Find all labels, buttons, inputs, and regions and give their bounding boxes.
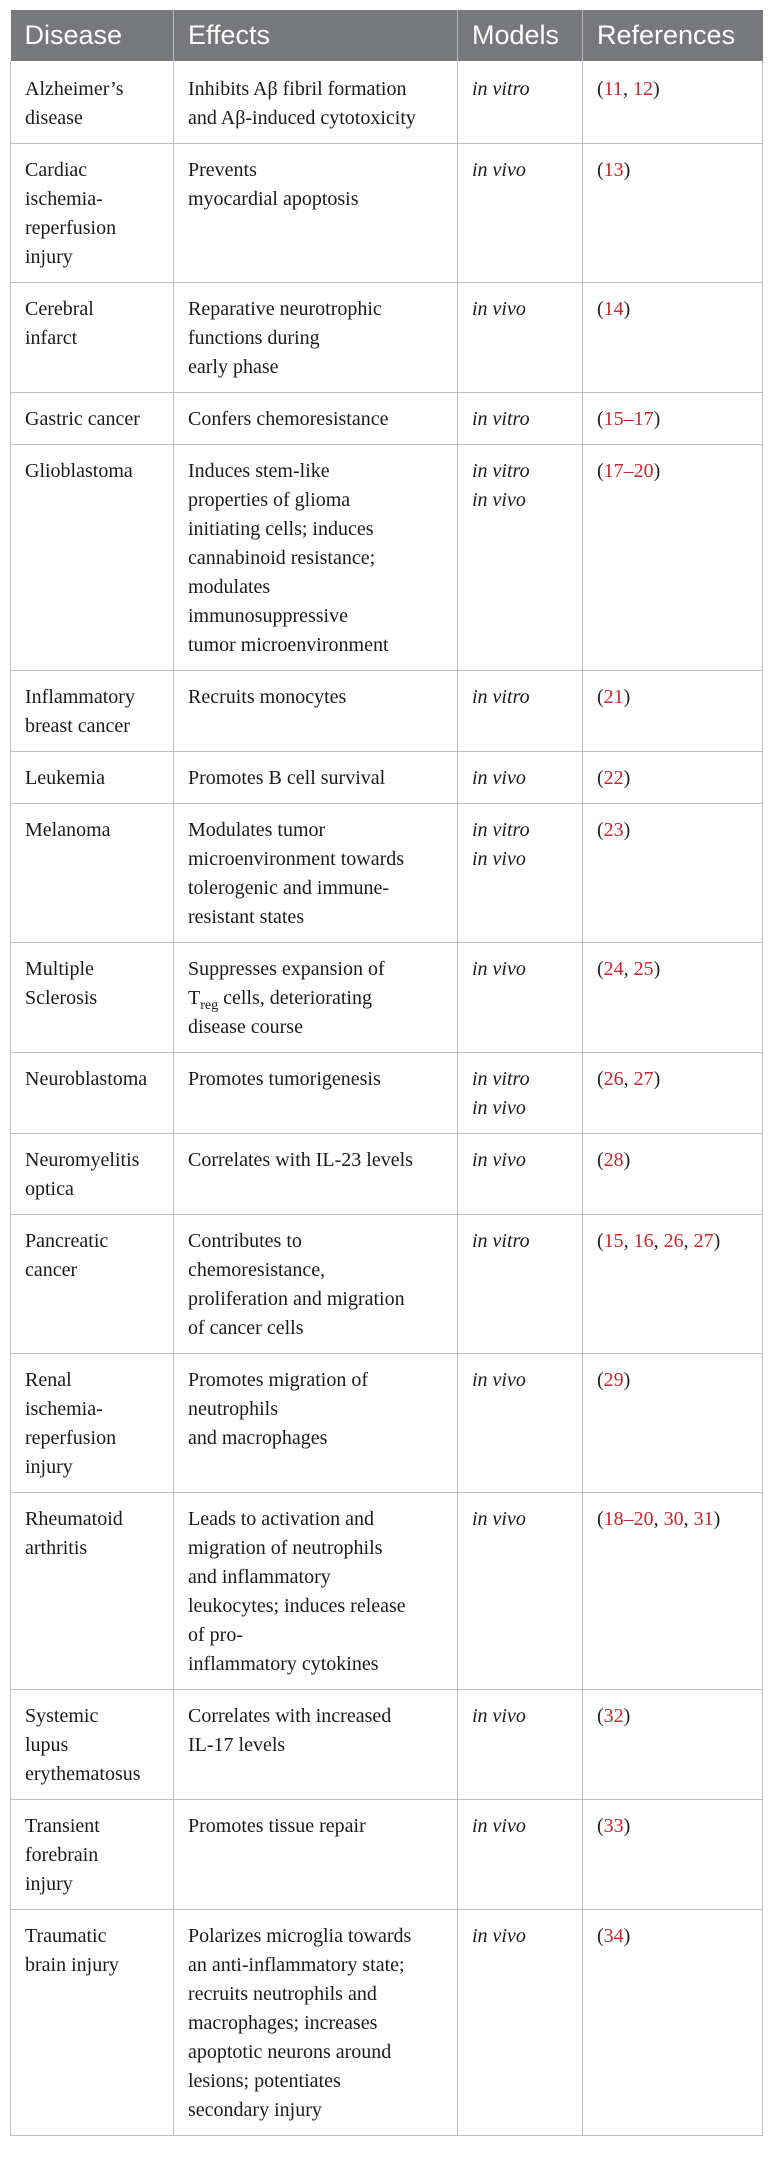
table-row [11,1134,763,1215]
model-text: in vivo [472,1705,526,1727]
cell-references: (15, 16, 26, 27) [583,1215,763,1354]
cell-effects [174,943,458,1053]
effects-text: tumor microenvironment [188,634,389,656]
table-row [11,1493,763,1690]
model-text: in vivo [472,767,526,789]
effects-text: immunosuppressive [188,605,348,627]
disease-text: Neuroblastoma [25,1068,148,1090]
cell-models [458,1910,583,2136]
reference-link[interactable]: 15 [603,1230,624,1252]
reference-link[interactable]: 15–17 [603,408,654,430]
effects-text: recruits neutrophils and [188,1983,377,2005]
table-row [11,752,763,804]
cell-references: (22) [583,752,763,804]
header-disease: Disease [11,10,174,61]
effects-text: proliferation and migration [188,1288,405,1310]
disease-text: reperfusion [25,1427,117,1449]
reference-link[interactable]: 23 [603,819,624,841]
cell-disease [11,1215,174,1354]
table-row [11,943,763,1053]
cell-models [458,752,583,804]
cell-models [458,1800,583,1910]
disease-text: Rheumatoid [25,1508,123,1530]
disease-text: Glioblastoma [25,460,133,482]
reference-link[interactable]: 26 [663,1230,684,1252]
effects-text: tolerogenic and immune- [188,877,390,899]
cell-disease [11,144,174,283]
effects-text: neutrophils [188,1398,278,1420]
table-row [11,445,763,671]
reference-link[interactable]: 28 [603,1149,624,1171]
model-text: in vivo [472,958,526,980]
reference-link[interactable]: 25 [633,958,654,980]
cell-references: (14) [583,283,763,393]
table-row [11,1690,763,1800]
cell-effects [174,61,458,144]
effects-text: apoptotic neurons around [188,2041,392,2063]
effects-text: functions during [188,327,320,349]
disease-text: Inflammatory [25,686,135,708]
model-text: in vivo [472,1508,526,1530]
disease-text: Renal [25,1369,72,1391]
cell-references: (17–20) [583,445,763,671]
reference-link[interactable]: 30 [663,1508,684,1530]
model-text: in vitro [472,1068,530,1090]
disease-text: ischemia- [25,188,103,210]
cell-effects [174,1690,458,1800]
effects-text: inflammatory cytokines [188,1653,379,1675]
cell-models [458,61,583,144]
disease-text: Neuromyelitis [25,1149,140,1171]
effects-text: and Aβ-induced cytotoxicity [188,107,416,129]
cell-references: (34) [583,1910,763,2136]
disease-text: erythematosus [25,1763,141,1785]
model-text: in vivo [472,1097,526,1119]
effects-text: Promotes migration of [188,1369,368,1391]
disease-text: brain injury [25,1954,119,1976]
disease-text: infarct [25,327,78,349]
reference-link[interactable]: 14 [603,298,624,320]
cell-effects [174,144,458,283]
cell-effects [174,1134,458,1215]
disease-text: Leukemia [25,767,105,789]
table-row [11,393,763,445]
effects-text: myocardial apoptosis [188,188,359,210]
cell-disease [11,752,174,804]
cell-references: (18–20, 30, 31) [583,1493,763,1690]
reference-link[interactable]: 32 [603,1705,624,1727]
cell-disease [11,1134,174,1215]
cell-models [458,1053,583,1134]
effects-text: Inhibits Aβ fibril formation [188,78,407,100]
reference-link[interactable]: 27 [633,1068,654,1090]
reference-link[interactable]: 13 [603,159,624,181]
cell-disease [11,283,174,393]
model-text: in vitro [472,1230,530,1252]
table-row [11,1354,763,1493]
cell-effects [174,393,458,445]
cell-models [458,1493,583,1690]
cell-references: (11, 12) [583,61,763,144]
cell-disease [11,1690,174,1800]
effects-text: lesions; potentiates [188,2070,341,2092]
header-effects: Effects [174,10,458,61]
cell-disease [11,1493,174,1690]
effects-text: resistant states [188,906,305,928]
cell-disease [11,61,174,144]
reference-link[interactable]: 34 [603,1925,624,1947]
effects-text: migration of neutrophils [188,1537,383,1559]
table-row [11,1800,763,1910]
disease-text: arthritis [25,1537,88,1559]
effects-text: Promotes tumorigenesis [188,1068,381,1090]
cell-models [458,1134,583,1215]
reference-link[interactable]: 11 [603,78,623,100]
reference-link[interactable]: 31 [693,1508,714,1530]
cell-references: (21) [583,671,763,752]
disease-text: breast cancer [25,715,130,737]
disease-text: Gastric cancer [25,408,140,430]
effects-text: Leads to activation and [188,1508,375,1530]
model-text: in vivo [472,1369,526,1391]
cell-effects [174,283,458,393]
effects-text: Promotes tissue repair [188,1815,366,1837]
reference-link[interactable]: 29 [603,1369,624,1391]
disease-text: Pancreatic [25,1230,109,1252]
disease-text: injury [25,1873,73,1895]
model-text: in vitro [472,408,530,430]
effects-text: secondary injury [188,2099,322,2121]
reference-link[interactable]: 22 [603,767,624,789]
disease-text: forebrain [25,1844,99,1866]
effects-text: Contributes to [188,1230,302,1252]
effects-text: Recruits monocytes [188,686,347,708]
cell-disease [11,804,174,943]
effects-text: Polarizes microglia towards [188,1925,412,1947]
cell-models [458,144,583,283]
table-body [11,61,763,2136]
cell-effects [174,804,458,943]
cell-effects [174,1354,458,1493]
model-text: in vitro [472,460,530,482]
cell-references: (26, 27) [583,1053,763,1134]
reference-link[interactable]: 18–20 [603,1508,654,1530]
effects-text: Reparative neurotrophic [188,298,382,320]
disease-text: injury [25,246,73,268]
table-header [11,10,763,61]
table-row [11,1053,763,1134]
reference-link[interactable]: 33 [603,1815,624,1837]
cell-references: (33) [583,1800,763,1910]
disease-text: Sclerosis [25,987,98,1009]
model-text: in vitro [472,819,530,841]
reference-link[interactable]: 12 [632,78,653,100]
effects-text: early phase [188,356,279,378]
effects-text: an anti-inflammatory state; [188,1954,405,1976]
cell-effects [174,445,458,671]
effects-text: cannabinoid resistance; [188,547,376,569]
cell-effects [174,1800,458,1910]
disease-text: Melanoma [25,819,111,841]
effects-text: initiating cells; induces [188,518,374,540]
cell-disease [11,393,174,445]
cell-references: (13) [583,144,763,283]
cell-disease [11,1910,174,2136]
model-text: in vivo [472,1149,526,1171]
effects-text: of cancer cells [188,1317,304,1339]
model-text: in vivo [472,848,526,870]
cell-models [458,943,583,1053]
table-row [11,144,763,283]
cell-disease [11,943,174,1053]
table-row [11,61,763,144]
reference-link[interactable]: 16 [633,1230,654,1252]
disease-text: Multiple [25,958,94,980]
cell-references: (15–17) [583,393,763,445]
disease-text: Alzheimer’s [25,78,124,100]
reference-link[interactable]: 24 [603,958,624,980]
cell-models [458,671,583,752]
effects-text: chemoresistance, [188,1259,326,1281]
effects-text: disease course [188,1016,303,1038]
disease-text: Cerebral [25,298,94,320]
effects-text: Confers chemoresistance [188,408,389,430]
effects-text: Prevents [188,159,257,181]
disease-effects-table [10,10,763,2136]
disease-text: Systemic [25,1705,99,1727]
cell-effects [174,1215,458,1354]
cell-models [458,283,583,393]
cell-models [458,445,583,671]
cell-models [458,393,583,445]
table-row [11,1910,763,2136]
cell-effects [174,671,458,752]
cell-disease [11,1354,174,1493]
table-row [11,804,763,943]
cell-models [458,1215,583,1354]
model-text: in vivo [472,159,526,181]
disease-text: disease [25,107,83,129]
cell-disease [11,445,174,671]
reference-link[interactable]: 21 [603,686,624,708]
effects-text: and inflammatory [188,1566,331,1588]
disease-text: ischemia- [25,1398,103,1420]
reference-link[interactable]: 17–20 [603,460,654,482]
cell-effects [174,1053,458,1134]
cell-references: (32) [583,1690,763,1800]
table-row [11,283,763,393]
model-text: in vitro [472,686,530,708]
table-row [11,1215,763,1354]
cell-references: (29) [583,1354,763,1493]
effects-text: Promotes B cell survival [188,767,386,789]
cell-models [458,1690,583,1800]
cell-disease [11,671,174,752]
header-references: References [583,10,763,61]
model-text: in vivo [472,298,526,320]
disease-text: optica [25,1178,74,1200]
effects-text: Induces stem-like [188,460,330,482]
reference-link[interactable]: 27 [693,1230,714,1252]
effects-text: IL-17 levels [188,1734,286,1756]
effects-text: $T_{reg}$ cells, deteriorating [188,987,372,1013]
cell-references: (23) [583,804,763,943]
effects-text: Suppresses expansion of [188,958,385,980]
disease-text: injury [25,1456,73,1478]
cell-references: (28) [583,1134,763,1215]
cell-models [458,1354,583,1493]
disease-text: cancer [25,1259,78,1281]
cell-models [458,804,583,943]
model-text: in vivo [472,489,526,511]
cell-references: (24, 25) [583,943,763,1053]
effects-text: Correlates with increased [188,1705,392,1727]
effects-text: leukocytes; induces release [188,1595,406,1617]
cell-effects [174,1493,458,1690]
cell-disease [11,1800,174,1910]
disease-text: Cardiac [25,159,88,181]
model-text: in vivo [472,1815,526,1837]
reference-link[interactable]: 26 [603,1068,624,1090]
cell-effects [174,752,458,804]
disease-text: lupus [25,1734,69,1756]
model-text: in vitro [472,78,530,100]
effects-text: modulates [188,576,271,598]
effects-text: microenvironment towards [188,848,405,870]
disease-text: Transient [25,1815,100,1837]
effects-text: Modulates tumor [188,819,326,841]
effects-text: of pro- [188,1624,243,1646]
model-text: in vivo [472,1925,526,1947]
effects-text: Correlates with IL-23 levels [188,1149,413,1171]
effects-text: macrophages; increases [188,2012,378,2034]
disease-text: Traumatic [25,1925,107,1947]
header-models: Models [458,10,583,61]
effects-text: properties of glioma [188,489,351,511]
cell-disease [11,1053,174,1134]
effects-text: and macrophages [188,1427,328,1449]
disease-text: reperfusion [25,217,117,239]
table-row [11,671,763,752]
cell-effects [174,1910,458,2136]
